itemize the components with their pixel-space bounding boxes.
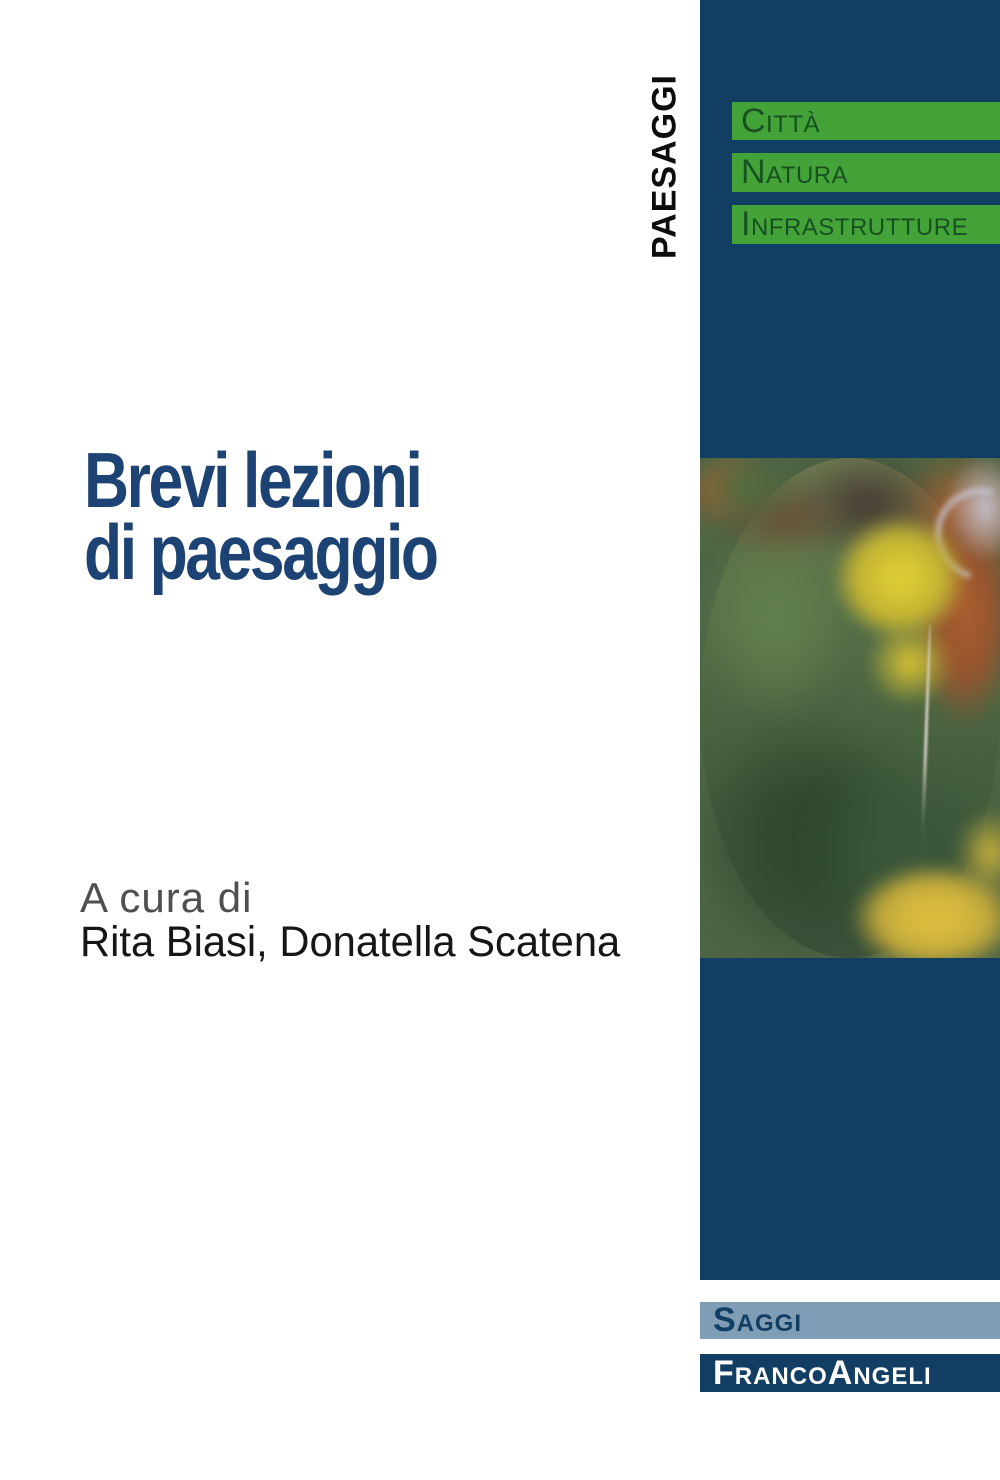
book-title bbox=[84, 436, 437, 596]
book-title-line2: di paesaggio bbox=[84, 508, 437, 596]
keyword-bar-infrastrutture bbox=[732, 205, 1000, 244]
keyword-label: Città bbox=[741, 101, 821, 140]
collection-label: Saggi bbox=[713, 1301, 803, 1339]
keyword-bar-citta bbox=[732, 102, 1000, 140]
photo-yellow-tree-lower bbox=[855, 608, 965, 718]
keyword-label: Natura bbox=[741, 153, 849, 191]
series-title-vertical: PAESAGGI bbox=[645, 74, 684, 260]
edited-by-label: A cura di bbox=[80, 874, 253, 921]
keyword-label: Infrastrutture bbox=[741, 205, 969, 243]
publisher-bar bbox=[700, 1354, 1000, 1392]
keyword-bar-natura bbox=[732, 153, 1000, 192]
collection-bar bbox=[700, 1302, 1000, 1339]
publisher-logo-text: FrancoAngeli bbox=[713, 1353, 932, 1392]
cover-photo bbox=[700, 458, 1000, 958]
book-title-line1: Brevi lezioni bbox=[84, 436, 421, 524]
editors-names: Rita Biasi, Donatella Scatena bbox=[80, 918, 621, 966]
